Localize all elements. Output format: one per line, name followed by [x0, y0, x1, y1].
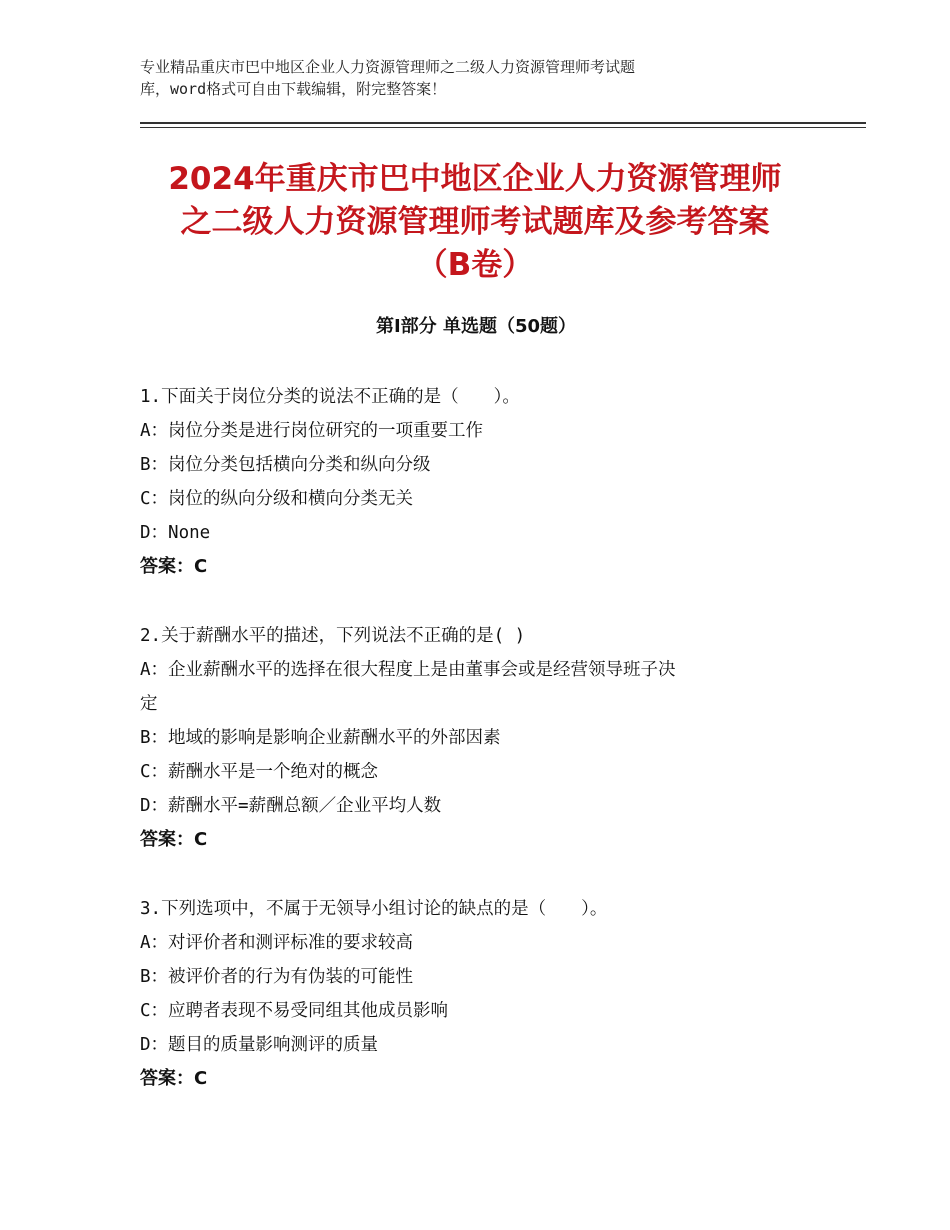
question-1-option-b: B：岗位分类包括横向分类和纵向分级: [140, 455, 431, 475]
question-3-option-c: C：应聘者表现不易受同组其他成员影响: [140, 1001, 449, 1021]
question-1-option-c: C：岗位的纵向分级和横向分类无关: [140, 489, 414, 509]
question-1-answer: 答案：C: [140, 556, 208, 577]
question-1-stem: 1.下面关于岗位分类的说法不正确的是（ ）。: [140, 387, 520, 407]
question-2-option-b: B：地域的影响是影响企业薪酬水平的外部因素: [140, 728, 501, 748]
document-title-line-1: 2024年重庆市巴中地区企业人力资源管理师: [168, 161, 782, 197]
document-title-line-2: 之二级人力资源管理师考试题库及参考答案: [180, 204, 770, 240]
document-title-line-3: （B卷）: [416, 247, 534, 283]
question-2-option-a: A：企业薪酬水平的选择在很大程度上是由董事会或是经营领导班子决: [140, 660, 676, 680]
question-2-option-c: C：薪酬水平是一个绝对的概念: [140, 762, 379, 782]
header-divider-thin: [140, 127, 866, 128]
question-3-answer: 答案：C: [140, 1068, 208, 1089]
question-3-option-d: D：题目的质量影响测评的质量: [140, 1035, 379, 1055]
header-divider-thick: [140, 122, 866, 124]
question-2-option-a-continued: 定: [140, 694, 158, 714]
header-note-line-2: 库，word格式可自由下载编辑，附完整答案！: [140, 80, 447, 98]
question-2-option-d: D：薪酬水平=薪酬总额／企业平均人数: [140, 796, 442, 816]
question-2-stem: 2.关于薪酬水平的描述，下列说法不正确的是( ): [140, 626, 526, 646]
question-2-answer: 答案：C: [140, 829, 208, 850]
question-1-option-d: D：None: [140, 523, 211, 543]
document-title: [120, 158, 830, 287]
section-heading: 第Ⅰ部分 单选题（50题）: [375, 316, 576, 337]
question-1-option-a: A：岗位分类是进行岗位研究的一项重要工作: [140, 421, 484, 441]
question-3-stem: 3.下列选项中，不属于无领导小组讨论的缺点的是（ ）。: [140, 899, 608, 919]
header-note: [140, 56, 860, 100]
question-3-option-b: B：被评价者的行为有伪装的可能性: [140, 967, 414, 987]
question-3-option-a: A：对评价者和测评标准的要求较高: [140, 933, 414, 953]
header-note-line-1: 专业精品重庆市巴中地区企业人力资源管理师之二级人力资源管理师考试题: [140, 58, 636, 76]
